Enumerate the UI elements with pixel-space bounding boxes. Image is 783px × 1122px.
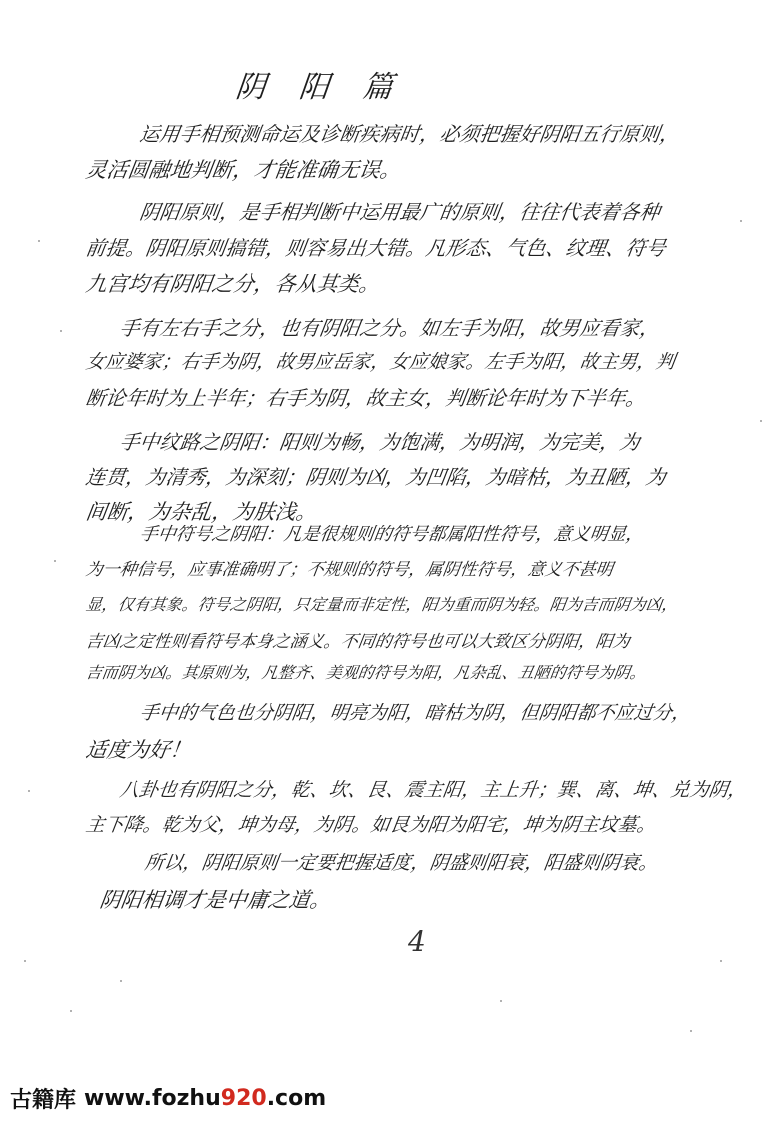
text-line: 手有左右手之分，也有阴阳之分。如左手为阳，故男应看家， xyxy=(118,316,662,340)
text-line: 连贯，为清秀，为深刻；阴则为凶，为凹陷，为暗枯，为丑陋，为 xyxy=(84,465,668,489)
text-line: 手中纹路之阴阳：阳则为畅，为饱满，为明润，为完美，为 xyxy=(118,430,642,454)
text-line: 断论年时为上半年；右手为阴，故主女，判断论年时为下半年。 xyxy=(84,386,648,410)
text-line: 八卦也有阴阳之分，乾、坎、艮、震主阳，主上升；巽、离、坤、兑为阴， xyxy=(118,779,749,801)
page-title: 阴 阳 篇 xyxy=(233,70,407,105)
site-url-prefix: www.fozhu xyxy=(84,1085,221,1111)
text-line: 手中符号之阴阳：凡是很规则的符号都属阳性符号，意义明显， xyxy=(138,524,646,545)
text-line: 适度为好！ xyxy=(84,738,193,762)
text-line: 灵活圆融地判断，才能准确无误。 xyxy=(84,158,403,182)
site-watermark xyxy=(0,1074,350,1122)
site-url-suffix: .com xyxy=(266,1085,327,1111)
text-line: 手中的气色也分阴阳，明亮为阳，暗枯为阴，但阴阳都不应过分， xyxy=(138,702,693,724)
text-line: 九宫均有阴阳之分，各从其类。 xyxy=(84,272,382,296)
text-line: 运用手相预测命运及诊断疾病时，必须把握好阴阳五行原则， xyxy=(138,122,682,146)
page-number: 4 xyxy=(408,925,426,958)
text-line: 主下降。乾为父，坤为母，为阴。如艮为阳为阳宅，坤为阴主坟墓。 xyxy=(84,814,658,836)
site-url-number: 920 xyxy=(220,1085,267,1111)
text-line: 所以，阴阳原则一定要把握适度，阴盛则阳衰，阳盛则阴衰。 xyxy=(143,852,660,874)
text-line: 为一种信号，应事准确明了；不规则的符号，属阴性符号，意义不甚明 xyxy=(84,560,615,580)
text-line: 吉凶之定性则看符号本身之涵义。不同的符号也可以大致区分阴阳，阳为 xyxy=(84,632,632,652)
site-name: 古籍库 xyxy=(10,1087,77,1113)
text-line: 吉而阴为凶。其原则为，凡整齐、美观的符号为阳，凡杂乱、丑陋的符号为阴。 xyxy=(84,663,648,682)
text-line: 阴阳原则，是手相判断中运用最广的原则，往往代表着各种 xyxy=(138,200,662,224)
text-line: 阴阳相调才是中庸之道。 xyxy=(98,888,333,912)
text-line: 显，仅有其象。符号之阴阳，只定量而非定性，阳为重而阴为轻。阳为吉而阴为凶， xyxy=(84,595,680,614)
text-line: 女应婆家；右手为阴，故男应岳家，女应娘家。左手为阳，故主男，判 xyxy=(84,351,677,373)
text-line: 前提。阴阳原则搞错，则容易出大错。凡形态、气色、纹理、符号 xyxy=(84,236,668,260)
text-line: 间断，为杂乱，为肤浅。 xyxy=(84,500,319,524)
